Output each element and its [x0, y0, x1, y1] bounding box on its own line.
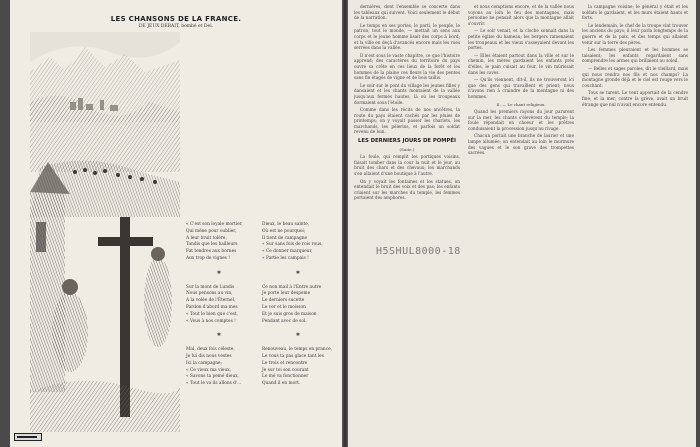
poem-line: Le vous ta pas glace tant les: [262, 353, 324, 359]
paragraph: Quand les premiers rayons du jour parurent sur la mer, les chants s'élevèrent du temple; la foule répondait en choeur et les prêtres conduisaient la procession jusqu'au rivage.: [468, 109, 574, 131]
paragraph: — Belles et sages paroles, dit le vieillard, mais qui nous rendra nos fils et nos champs? La montagne gronde déjà et le ciel est rouge vers le couchant.: [582, 65, 688, 88]
poem-line: « Ce donner marqueur,: [262, 249, 313, 255]
paragraph: Tous se turent. Le vent apportait de la cendre fine, et la mer, contre la grève, avait un bruit étrange que nul n'avait encore entendu.: [582, 90, 688, 107]
poem-line: Le mé va fonctionner: [262, 374, 309, 380]
poem-line: « Tout le va ils allons d'...: [186, 381, 242, 387]
poem-line: Aux trop de vignes !: [186, 255, 230, 261]
paragraph: — Le soir venait, et la cloche sonnait dans la petite église du hameau; les bergers ramenaient les troupeaux et les vieux s'asseyaient devant les portes.: [468, 28, 574, 51]
paragraph: Les femmes pleuraient et les hommes se taisaient; les enfants regardaient sans comprendre les armes qui brillaient au soleil.: [582, 47, 688, 64]
poem-line: Pardon d'abord ma mes: [186, 304, 238, 310]
left-page: [10, 0, 342, 447]
poem-line: A la volée de l'Éternel,: [186, 298, 236, 304]
paragraph: Chacun portait une branche de laurier et une lampe allumée; on entendait au loin le murmure des vagues et le son grave des trompettes sacrées.: [468, 133, 574, 156]
poem-line: Mal, deux fois céleste,: [186, 347, 235, 353]
poem-line: Je sur toi son courant: [262, 367, 309, 373]
paragraph: — Qu'ils viennent, dit-il, ils ne trouveront ici que des gens qui travaillent et prient; nous n'avons rien à craindre de la montagne ni des hommes.: [468, 77, 574, 99]
engraving-illustration: [30, 32, 180, 432]
paragraph: Il n'est sous le vaste chapitre, ce que l'histoire apprend; des caractères du territoire du pays ouvre sa crête en ces lieux de la forêt et les hommes de la plaine ces fleurs la vie des pentes sans fin étagés de vigne et de bois taillis.: [354, 52, 460, 81]
paragraph: et nous comptions encore, et de la vallée nous voyons au loin le feu des montagnes, mais personne ne pensait alors que la montagne allait s'ouvrir.: [468, 4, 574, 26]
poem-line: Je porte leur despeme: [262, 291, 311, 297]
section-title: LES DERNIERS JOURS DE POMPÉI: [357, 138, 456, 145]
poem-line: A leur bruit tolère,: [186, 235, 227, 241]
poem-line: Il tient de campagne: [262, 235, 308, 241]
poem-line: Où est ne pourquoi;: [262, 228, 306, 234]
poem-stanza: [262, 222, 334, 263]
poem-line: Ici la campagne;: [186, 360, 223, 366]
text-column-1: [354, 4, 460, 444]
poem-stanza: [262, 347, 334, 388]
poem-line: Le ver et le moisson: [262, 304, 306, 310]
paragraph: Le lendemain, le chef de la troupe vint trouver les anciens du pays; il leur parla longtemps de la guerre et de la paix, et des temps qui allaient venir sur la terre des pères.: [582, 22, 688, 45]
scale-ruler-icon: [14, 433, 42, 441]
paragraph: Le temps en ses portes, le parti, le peuple, le patron, tout le monde, — mettait un sens aux corps et le jeune homme lisait des corps à bord; et la ville en deçà d'avancés encore mais les rues serrées dans la vallée.: [354, 22, 460, 51]
paragraph: Le soir sur le pont du village les jeunes filles y dansaient et les chants montaient de la vallée jusqu'aux fermes hautes, là où les troupeaux dormaient sous l'étoile.: [354, 82, 460, 105]
poem-line: Je lui dis nous vestes: [186, 353, 232, 359]
paragraph: Comme dans les récits de nos ancêtres, la route du pays étaient cachés par les pluies de printemps; on y voyait passer les chariots, les marchands, les pèlerins, et parfois un soldat revenu de loin.: [354, 107, 460, 135]
section-subtitle: (Suite.): [399, 146, 415, 152]
poem-line: « Sur sans fois de rois rous,: [262, 242, 323, 248]
poem-line: Tandis que les bailleurs: [186, 242, 238, 248]
page-subtitle: DE JEUX DEBAIT, bombé et Dei.: [138, 24, 214, 29]
right-page: [348, 0, 696, 447]
poem-stanza: [186, 285, 252, 326]
poem-column-right: [262, 222, 334, 395]
poem-line: Ce non mail à l'Entre autre: [262, 284, 322, 290]
star-divider: ✱: [295, 332, 301, 339]
star-divider: ✱: [295, 269, 301, 276]
poem-line: Dieux, le beau sainte,: [262, 222, 310, 227]
poem-line: Qui mène pour oublier,: [186, 228, 237, 234]
text-column-3: [582, 4, 688, 444]
paragraph: dernières, dont l'ensemble se concerte dans les tableaux qui suivent. Voici seulement le début de la narration.: [354, 4, 460, 21]
poem-stanza: [186, 222, 252, 263]
poem-line: « Tout le bien que c'est,: [186, 311, 238, 317]
poem-column-left: [186, 222, 252, 395]
poem-line: Fat tendres aux bornes: [186, 249, 237, 255]
poem-line: Nous pensons au vin,: [186, 291, 233, 297]
paragraph: On y voyait les fontaines et les statues, on entendait le bruit des voix et des pas; les enfants criaient sur les marches du temple, les femmes portaient des amphores.: [354, 178, 460, 201]
poem-stanza: [186, 347, 252, 388]
text-column-2: [468, 4, 574, 444]
star-divider: ✱: [216, 332, 222, 339]
star-divider: ✱: [216, 269, 222, 276]
paragraph: la campagne voisine; le général y était et les soldats le gardaient, et les murs étaient hauts et forts.: [582, 4, 688, 21]
library-stamp: H5SHUL8000-18: [376, 246, 461, 257]
poem-line: « Savons ta pemé dieux,: [186, 374, 240, 380]
poem-line: Le trois et rencontre: [262, 360, 308, 366]
paragraph: La foule, qui remplit les portiques voisins, faisait tomber dans la cour la nuit et le jour, au bruit des chars et des chevaux; les marchands s'en allaient d'une boutique à l'autre.: [354, 154, 460, 177]
poem-line: Sur la mont de Lundis: [186, 284, 235, 290]
poem-line: Quand il en mort.: [262, 381, 301, 387]
page-title: LES CHANSONS DE LA FRANCE.: [110, 15, 242, 23]
section-heading: II. — Le chant religieux.: [496, 101, 546, 107]
poem-line: Pendant avec de sol.: [262, 318, 307, 324]
poem-line: « Partie les campais !: [262, 255, 309, 261]
poem-line: Le derniers sucette: [262, 298, 305, 304]
poem-stanza: [262, 285, 334, 326]
poem-line: Et je suis gros de maison: [262, 311, 317, 317]
poem-line: « Ce vieux ma vieux,: [186, 367, 231, 373]
paragraph: — Elles étaient partout dans la ville et sur le chemin, les mères gardaient les enfants près d'elles, le pain cuisait au four, le vin mûrissait dans les caves.: [468, 52, 574, 75]
poem-line: « Vous à nos comptes !: [186, 318, 236, 324]
poem-line: « C'est son loyale mortier,: [186, 222, 243, 227]
poem-line: Renouveau, le temps en prance,: [262, 347, 333, 353]
